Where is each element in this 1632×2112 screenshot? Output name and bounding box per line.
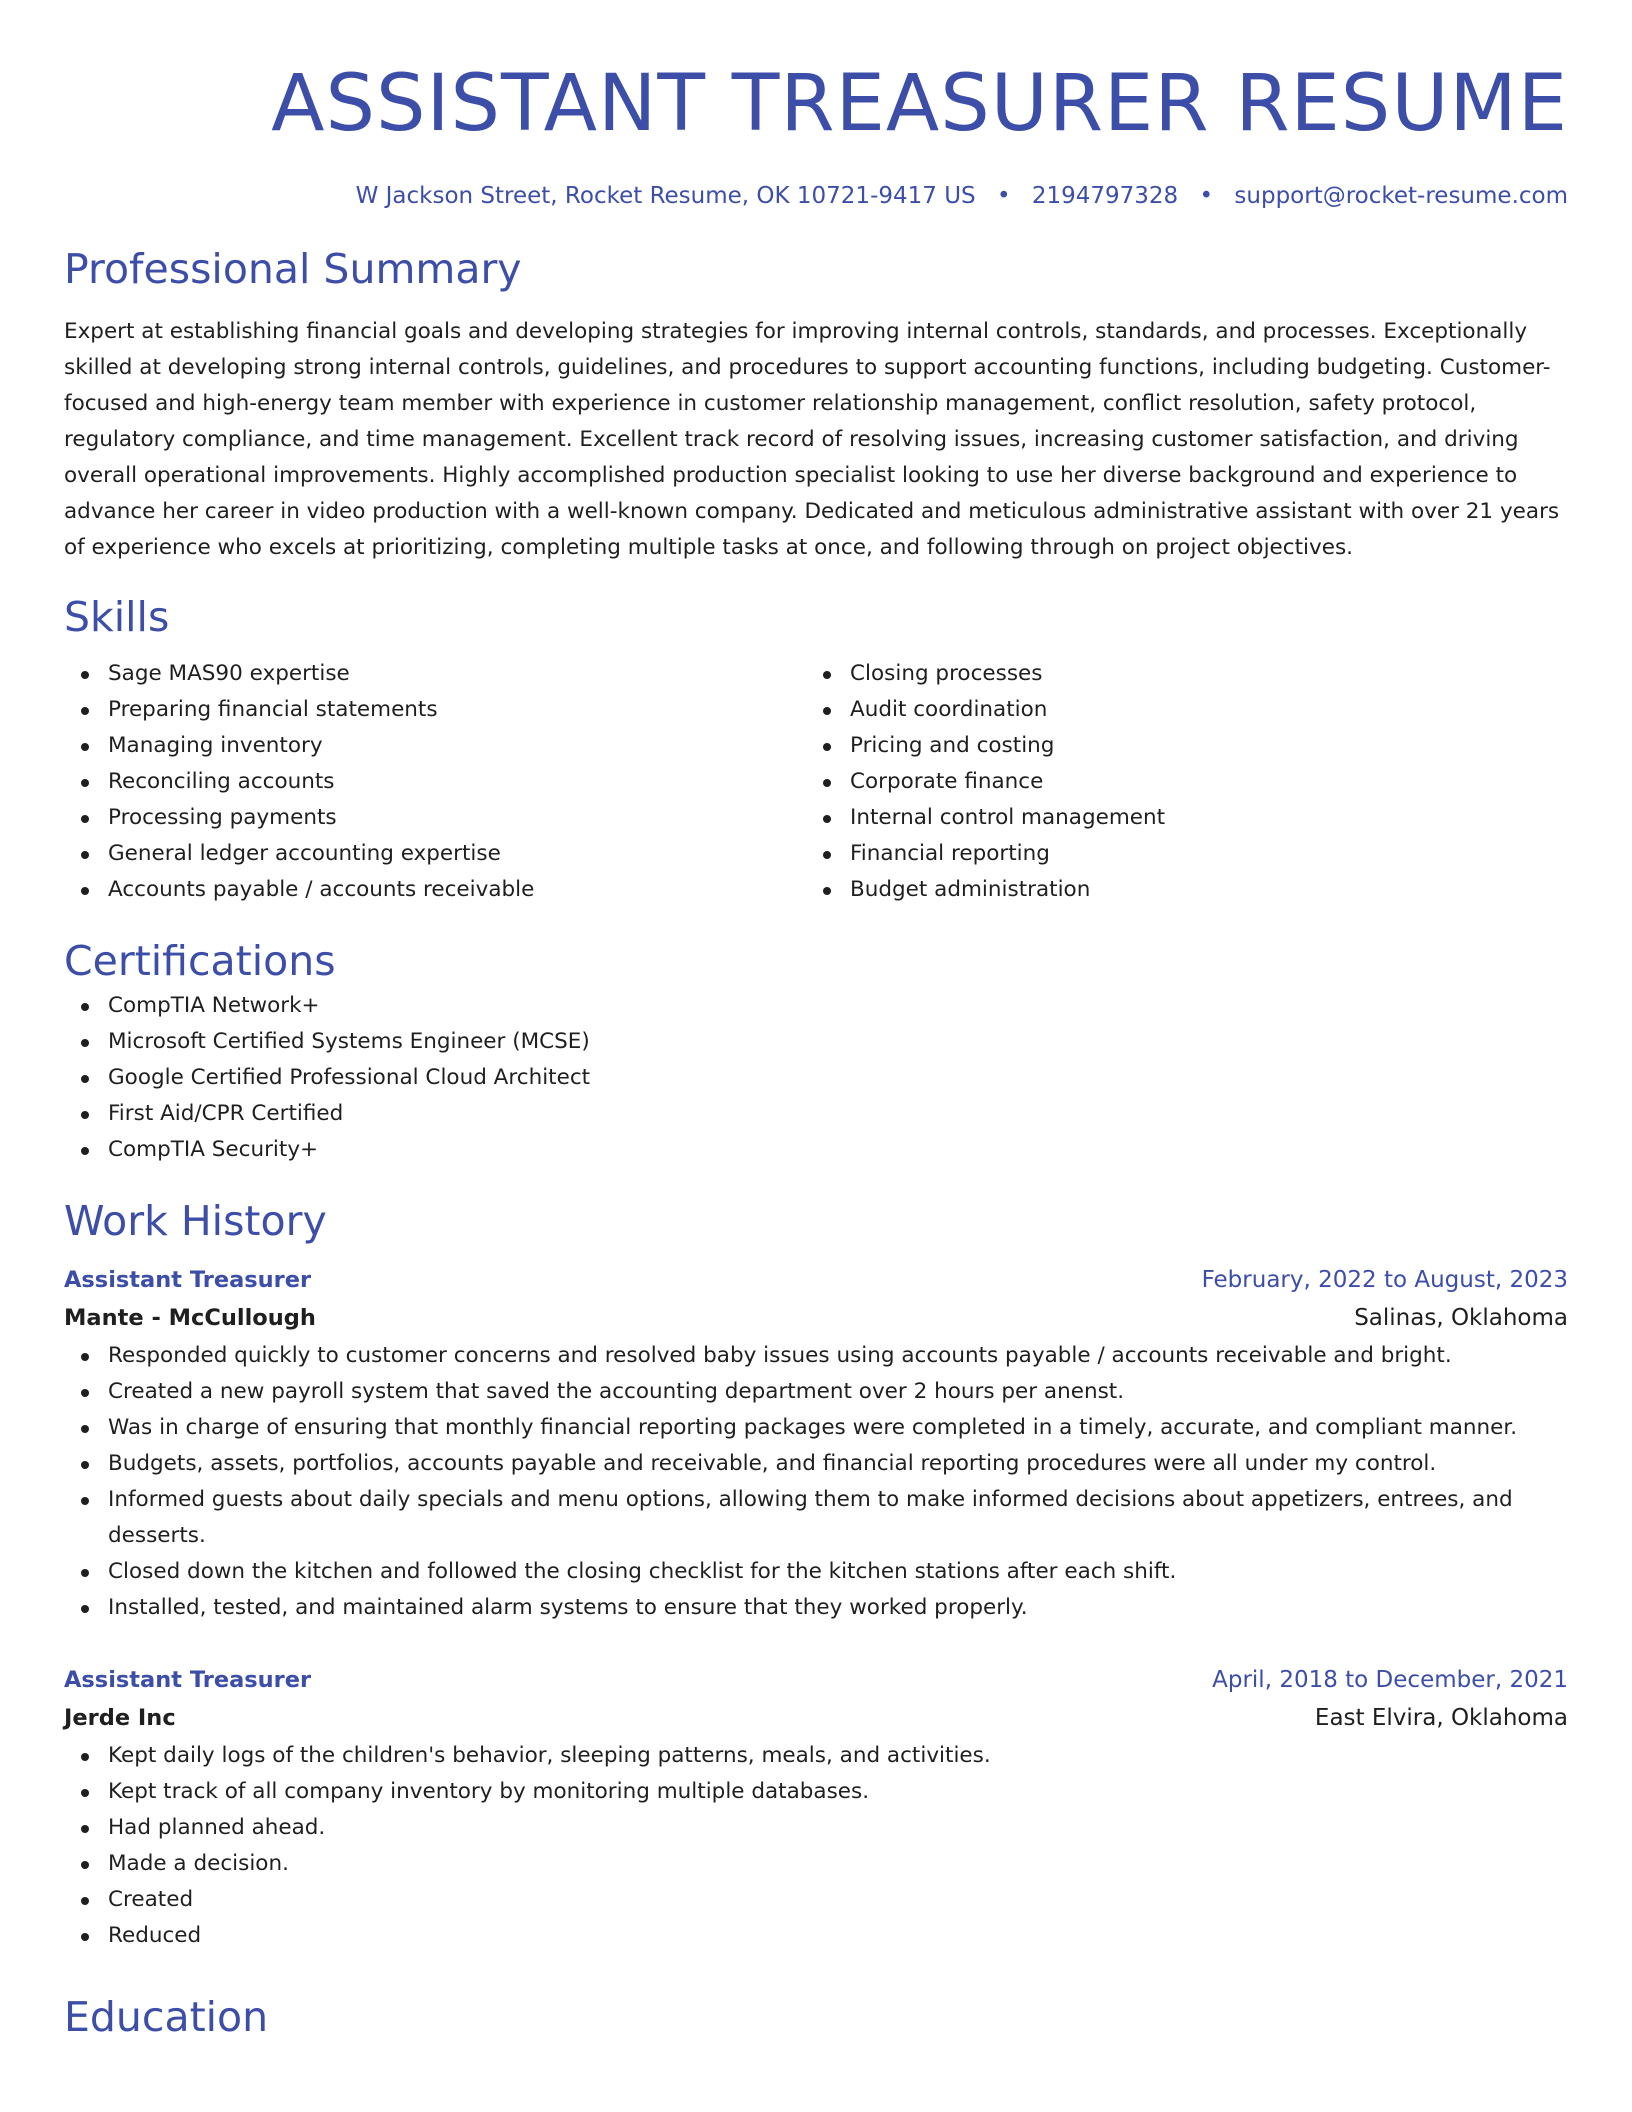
education-heading: Education — [64, 1993, 269, 2041]
contact-separator: • — [996, 183, 1011, 209]
job-bullet: Was in charge of ensuring that monthly financial reporting packages were completed in a timely, accurate, and compliant manner. — [64, 1410, 1568, 1446]
job-bullet: Created — [64, 1882, 1568, 1918]
job-bullet: Kept daily logs of the children's behavior, sleeping patterns, meals, and activities. — [64, 1738, 1568, 1774]
job-title: Assistant Treasurer — [64, 1267, 312, 1293]
skill-item: Reconciling accounts — [64, 764, 806, 800]
job-dates: April, 2018 to December, 2021 — [1212, 1667, 1568, 1693]
job-bullet: Closed down the kitchen and followed the closing checklist for the kitchen stations after each shift. — [64, 1554, 1568, 1590]
job-location: East Elvira, Oklahoma — [1314, 1705, 1568, 1731]
certification-item: First Aid/CPR Certified — [64, 1096, 1568, 1132]
skill-item: Corporate finance — [806, 764, 1548, 800]
job-company: Mante - McCullough — [64, 1305, 316, 1331]
contact-address: W Jackson Street, Rocket Resume, OK 10721-9417 US — [355, 183, 976, 209]
job-bullet: Informed guests about daily specials and menu options, allowing them to make informed decisions about appetizers, entrees, and desserts. — [64, 1482, 1568, 1554]
job-location: Salinas, Oklahoma — [1354, 1305, 1568, 1331]
skills-columns — [64, 656, 1568, 908]
skill-item: Financial reporting — [806, 836, 1548, 872]
resume-title: ASSISTANT TREASURER RESUME — [271, 59, 1568, 149]
skill-item: Closing processes — [806, 656, 1548, 692]
job-company: Jerde Inc — [64, 1705, 176, 1731]
job-bullet: Reduced — [64, 1918, 1568, 1954]
skill-item: Sage MAS90 expertise — [64, 656, 806, 692]
skill-item: Budget administration — [806, 872, 1548, 908]
certification-item: Microsoft Certified Systems Engineer (MCSE) — [64, 1024, 1568, 1060]
skill-item: Preparing financial statements — [64, 692, 806, 728]
job-company-row — [64, 1298, 1568, 1338]
certification-item: CompTIA Network+ — [64, 988, 1568, 1024]
job-bullet: Responded quickly to customer concerns and resolved baby issues using accounts payable / accounts receivable and bright. — [64, 1338, 1568, 1374]
skill-item: Managing inventory — [64, 728, 806, 764]
certification-item: Google Certified Professional Cloud Architect — [64, 1060, 1568, 1096]
skill-item: Audit coordination — [806, 692, 1548, 728]
job-bullets — [64, 1738, 1568, 1954]
certifications-list — [64, 988, 1568, 1168]
job-bullet: Created a new payroll system that saved the accounting department over 2 hours per anenst. — [64, 1374, 1568, 1410]
skills-list-right — [806, 656, 1548, 908]
job-bullet: Budgets, assets, portfolios, accounts payable and receivable, and financial reporting procedures were all under my control. — [64, 1446, 1568, 1482]
skills-list-left — [64, 656, 806, 908]
resume-page — [64, 0, 1568, 2044]
summary-heading: Professional Summary — [64, 245, 522, 293]
certifications-heading: Certifications — [64, 937, 336, 985]
skill-item: Internal control management — [806, 800, 1548, 836]
job-bullets — [64, 1338, 1568, 1626]
contact-email: support@rocket-resume.com — [1234, 183, 1568, 209]
job-bullet: Kept track of all company inventory by monitoring multiple databases. — [64, 1774, 1568, 1810]
skills-heading: Skills — [64, 593, 170, 641]
job-title-row — [64, 1262, 1568, 1298]
skill-item: Accounts payable / accounts receivable — [64, 872, 806, 908]
contact-line — [64, 180, 1568, 212]
summary-text: Expert at establishing financial goals and developing strategies for improving internal controls, standards, and processes. Exceptionally skilled at developing strong internal controls, guidelines, and procedures to support accounting functions, including budgeting. Customer-focused and high-energy team member with experience in customer relationship management, conflict resolution, safety protocol, regulatory compliance, and time management. Excellent track record of resolving issues, increasing customer satisfaction, and driving overall operational improvements. Highly accomplished production specialist looking to use her diverse background and experience to advance her career in video production with a well-known company. Dedicated and meticulous administrative assistant with over 21 years of experience who excels at prioritizing, completing multiple tasks at once, and following through on project objectives. — [64, 319, 1560, 560]
job-bullet: Installed, tested, and maintained alarm systems to ensure that they worked properly. — [64, 1590, 1568, 1626]
job-entry — [64, 1262, 1568, 1626]
job-dates: February, 2022 to August, 2023 — [1201, 1267, 1568, 1293]
job-company-row — [64, 1698, 1568, 1738]
contact-separator: • — [1199, 183, 1214, 209]
job-title-row — [64, 1662, 1568, 1698]
job-bullet: Made a decision. — [64, 1846, 1568, 1882]
work-history-heading: Work History — [64, 1197, 327, 1245]
skill-item: Pricing and costing — [806, 728, 1548, 764]
job-bullet: Had planned ahead. — [64, 1810, 1568, 1846]
certification-item: CompTIA Security+ — [64, 1132, 1568, 1168]
contact-phone: 2194797328 — [1031, 183, 1179, 209]
job-title: Assistant Treasurer — [64, 1667, 312, 1693]
skill-item: General ledger accounting expertise — [64, 836, 806, 872]
skill-item: Processing payments — [64, 800, 806, 836]
job-entry — [64, 1662, 1568, 1954]
